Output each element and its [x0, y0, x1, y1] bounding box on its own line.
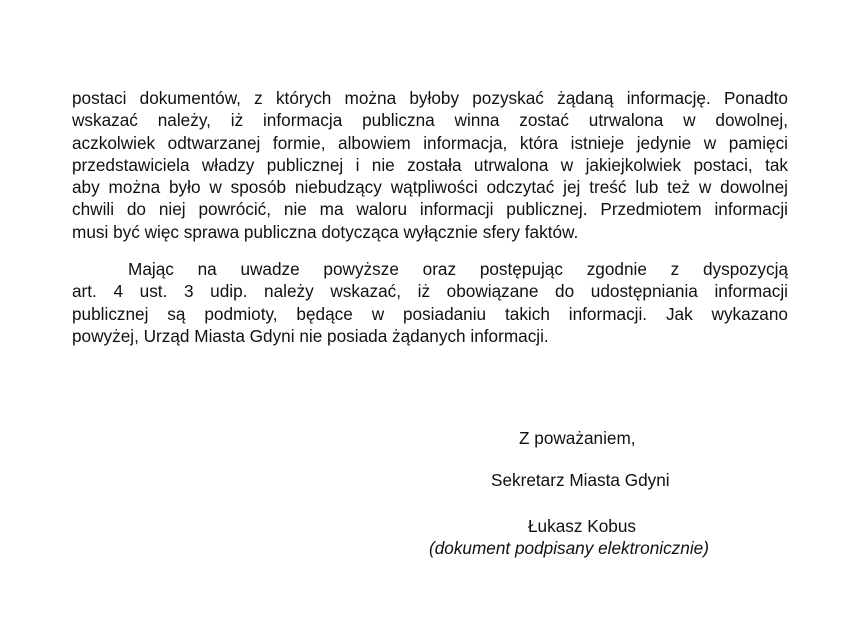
closing-regards: Z poważaniem, — [519, 428, 636, 448]
paragraph-line: postaci dokumentów, z których można byłoby pozyskać żądaną informację. Ponadto — [72, 88, 788, 108]
paragraph-information-definition — [72, 87, 788, 243]
paragraph-line: Mając na uwadze powyższe oraz postępując zgodnie z dyspozycją — [128, 259, 788, 279]
paragraph-line: aby można było w sposób niebudzący wątpliwości odczytać jej treść lub też w dowolnej — [72, 177, 788, 198]
paragraph-conclusion — [72, 258, 788, 347]
paragraph-line: publicznej są podmioty, będące w posiadaniu takich informacji. Jak wykazano — [72, 303, 788, 324]
paragraph-line: art. 4 ust. 3 udip. należy wskazać, iż obowiązane do udostępniania informacji — [72, 281, 788, 302]
paragraph-line: chwili do niej powrócić, nie ma waloru informacji publicznej. Przedmiotem informacji — [72, 199, 788, 220]
signatory-name: Łukasz Kobus — [528, 516, 636, 536]
paragraph-line: aczkolwiek odtwarzanej formie, albowiem informacja, która istnieje jedynie w pamięci — [72, 132, 788, 153]
signatory-position: Sekretarz Miasta Gdyni — [491, 470, 670, 490]
electronic-signature-note: (dokument podpisany elektronicznie) — [429, 538, 709, 558]
paragraph-line: przedstawiciela władzy publicznej i nie została utrwalona w jakiejkolwiek postaci, tak — [72, 154, 788, 175]
paragraph-line: powyżej, Urząd Miasta Gdyni nie posiada żądanych informacji. — [72, 325, 549, 346]
paragraph-line: wskazać należy, iż informacja publiczna winna zostać utrwalona w dowolnej, — [72, 110, 788, 131]
paragraph-line: musi być więc sprawa publiczna dotycząca wyłącznie sfery faktów. — [72, 221, 579, 242]
